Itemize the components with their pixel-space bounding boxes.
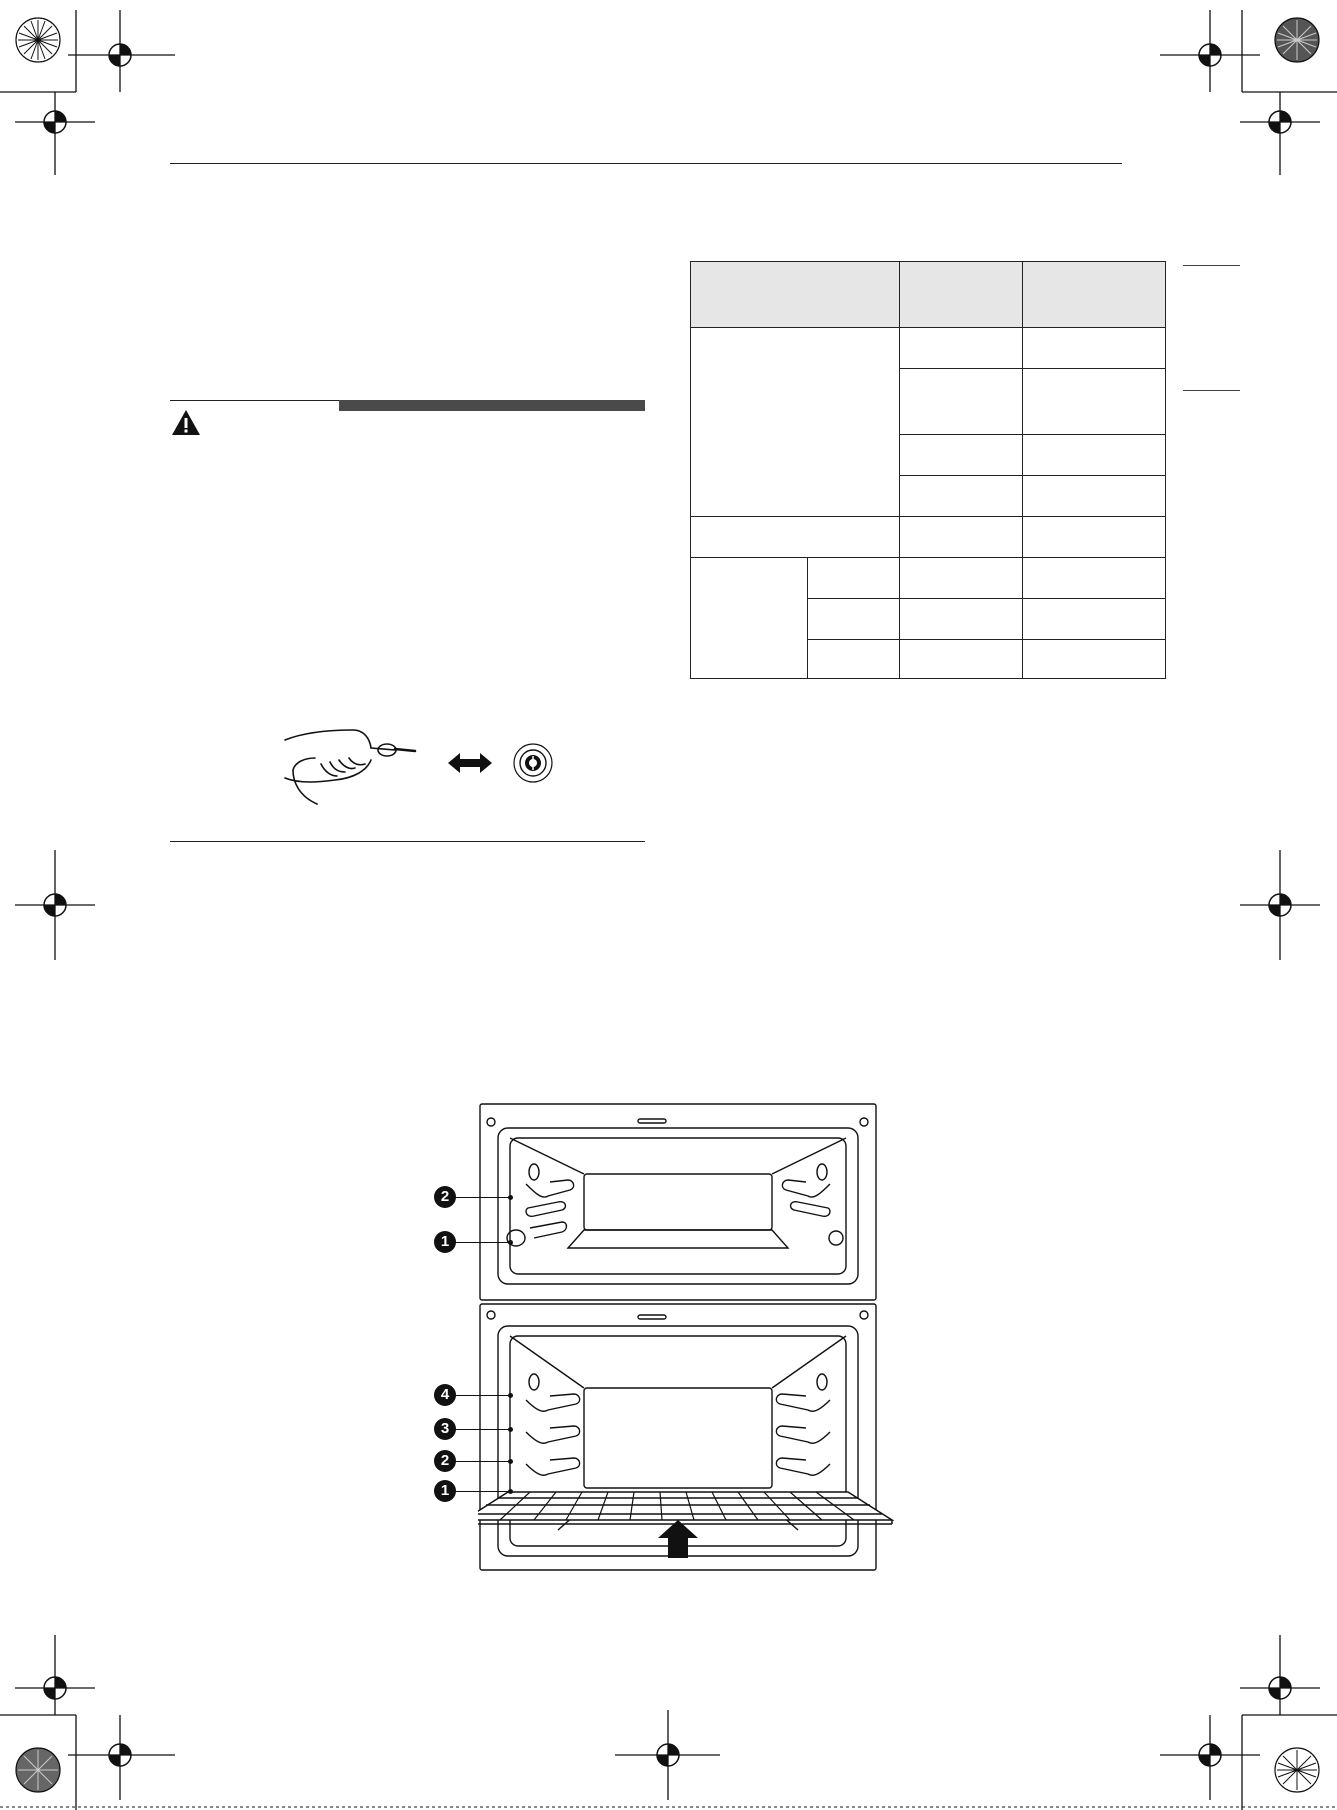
screwdriver-hand-icon [275,720,435,810]
starburst-target-tl [16,18,60,62]
table-cell [899,639,1023,679]
table-header-cell [690,261,900,328]
caution-header-bar [339,400,645,411]
caution-footer-rule [170,841,645,842]
callout-lower-rack-1: 1 [434,1480,456,1502]
warning-triangle-icon [170,408,202,438]
table-row-group-label [690,557,808,679]
callout-leader [508,1195,513,1200]
table-cell [1022,434,1166,476]
table-cell [899,475,1023,517]
table-subgroup-cell [807,598,900,640]
callout-lower-rack-4: 4 [434,1384,456,1406]
margin-rule-top [1183,265,1240,266]
table-header-cell [899,261,1023,328]
table-cell [1022,598,1166,640]
table-cell [899,516,1023,558]
table-cell [1022,475,1166,517]
callout-leader [452,1461,510,1462]
callout-leader [508,1459,513,1464]
double-oven-rack-diagram [478,1100,898,1575]
table-cell [1022,368,1166,435]
callout-leader [452,1491,510,1492]
table-cell [899,557,1023,599]
table-cell [899,434,1023,476]
callout-leader [508,1393,513,1398]
table-cell [1022,557,1166,599]
callout-leader [452,1429,510,1430]
table-cell [1022,327,1166,369]
settings-table [690,261,1166,679]
table-cell [1022,516,1166,558]
callout-leader [508,1240,513,1245]
callout-leader [508,1427,513,1432]
table-cell [1022,639,1166,679]
callout-lower-rack-2: 2 [434,1450,456,1472]
callout-leader [452,1395,510,1396]
callout-leader [452,1197,510,1198]
double-arrow-icon [448,752,492,774]
callout-leader [452,1242,510,1243]
header-rule [170,163,1122,164]
table-cell [899,368,1023,435]
table-subgroup-cell [807,639,900,679]
callout-lower-rack-3: 3 [434,1418,456,1440]
table-cell [899,598,1023,640]
table-row-label [690,516,900,558]
callout-upper-rack-2: 2 [434,1186,456,1208]
caution-header-rule [170,400,340,401]
margin-rule-bottom [1183,390,1240,391]
callout-upper-rack-1: 1 [434,1231,456,1253]
table-cell [899,327,1023,369]
callout-leader [508,1489,513,1494]
table-row-group-label [690,327,900,517]
table-header-cell [1022,261,1166,328]
adjustment-screw-icon [512,742,554,784]
table-subgroup-cell [807,557,900,599]
